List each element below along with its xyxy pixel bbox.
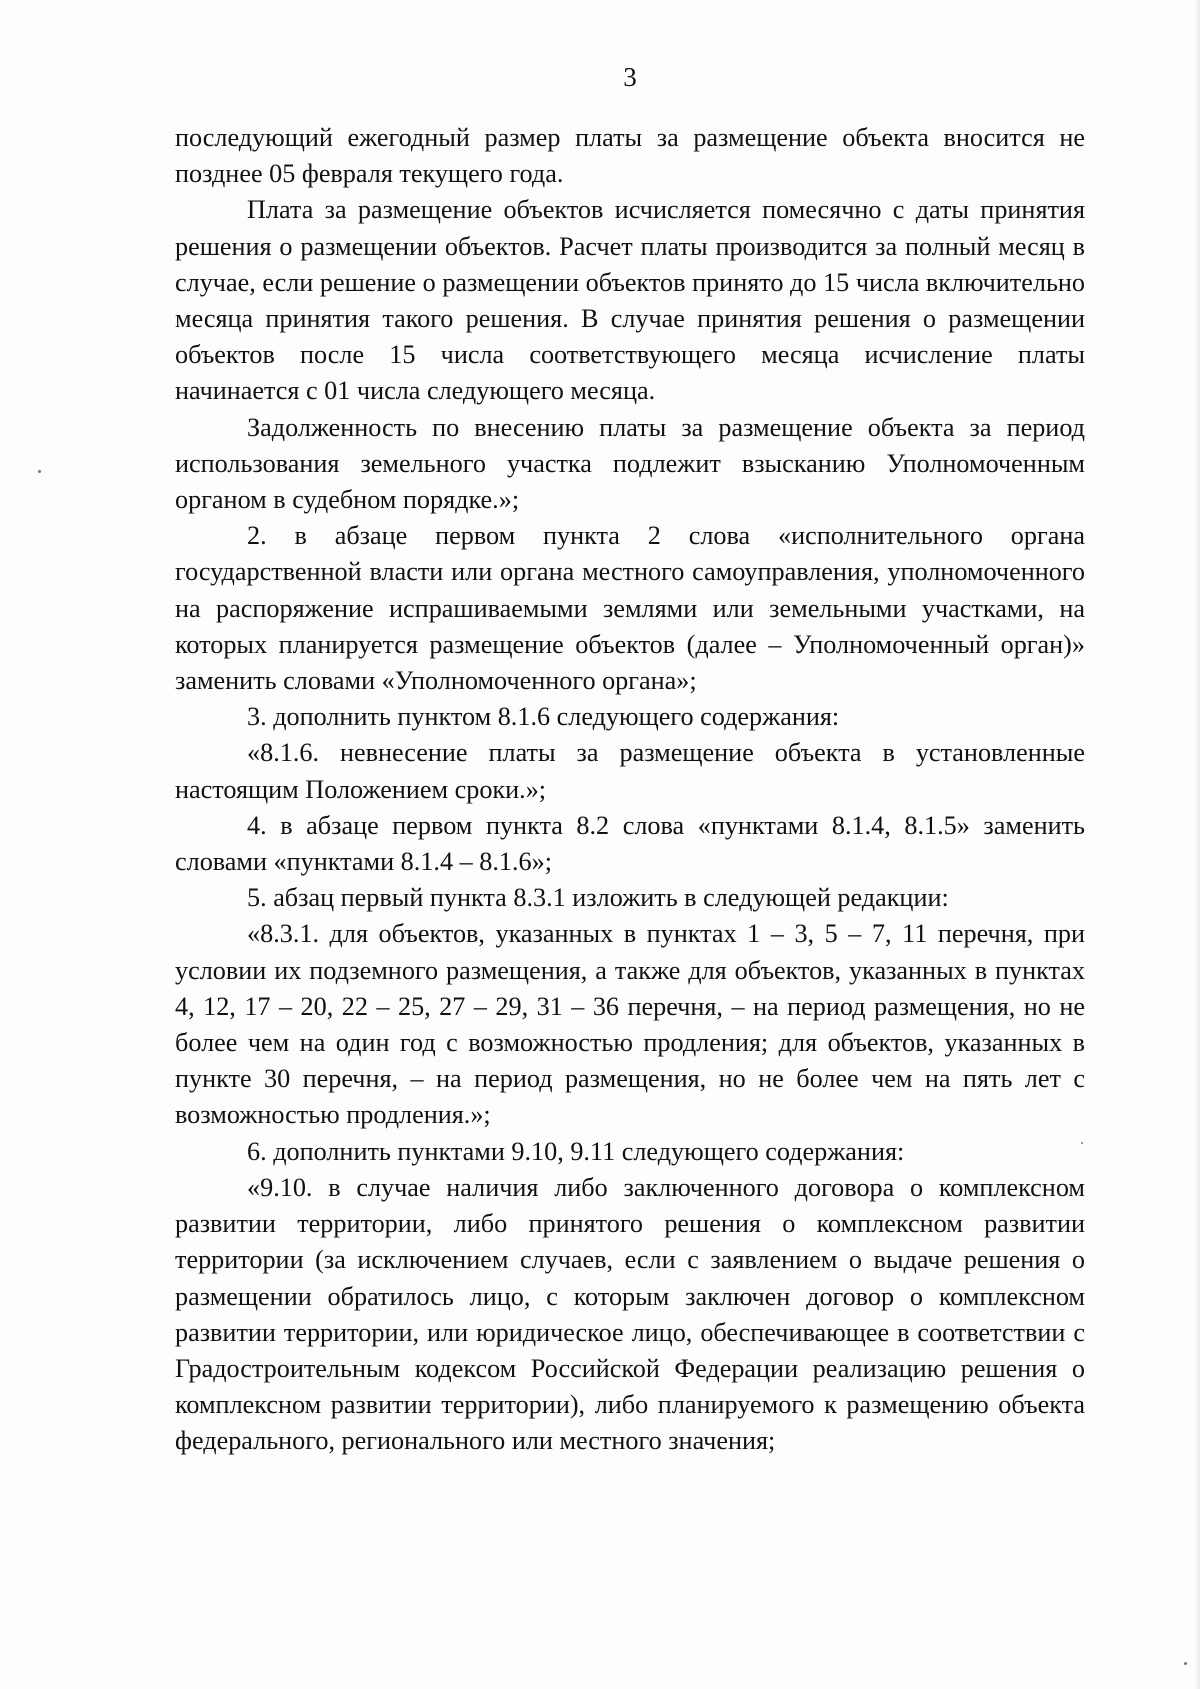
paragraph-debt-collection: Задолженность по внесению платы за размещение объекта за период использования земельного участка подлежит взысканию Уполномоченным органом в судебном порядке.»;: [175, 412, 1085, 515]
paragraph-fee-deadline: последующий ежегодный размер платы за размещение объекта вносится не позднее 05 февраля текущего года.: [175, 123, 1085, 189]
paragraph-monthly-fee: Плата за размещение объектов исчисляется помесячно с даты принятия решения о размещении объектов. Расчет платы производится за полный месяц в случае, если решение о размещении объектов принято до 15 числа включительно месяца принятия такого решения. В случае принятия решения о размещении объектов после 15 числа соответствующего месяца исчисление платы начинается с 01 числа следующего месяца.: [175, 195, 1085, 406]
paragraph-clause-8-3-1: «8.3.1. для объектов, указанных в пунктах 1 – 3, 5 – 7, 11 перечня, при условии их подземного размещения, а также для объектов, указанных в пунктах 4, 12, 17 – 20, 22 – 25, 27 – 29, 31 – 36 перечня, – на период размещения, но не более чем на один год с возможностью продления; для объектов, указанных в пункте 30 перечня, – на период размещения, но не более чем на пять лет с возможностью продления.»;: [175, 919, 1085, 1130]
paragraph-item-4: 4. в абзаце первом пункта 8.2 слова «пунктами 8.1.4, 8.1.5» заменить словами «пунктами 8.1.4 – 8.1.6»;: [175, 810, 1085, 877]
paragraph-item-6: 6. дополнить пунктами 9.10, 9.11 следующего содержания:: [247, 1136, 905, 1166]
paragraph-item-3: 3. дополнить пунктом 8.1.6 следующего содержания:: [247, 702, 840, 732]
scan-speck: [1184, 1662, 1187, 1665]
page-number: 3: [623, 62, 637, 92]
paragraph-clause-9-10: «9.10. в случае наличия либо заключенного договора о комплексном развитии территории, либо принятого решения о комплексном развитии территории (за исключением случаев, если с заявлением о выдаче решения о размещении обратилось лицо, с которым заключен договор о комплексном развитии территории, или юридическое лицо, обеспечивающее в соответствии с Градостроительным кодексом Российской Федерации реализацию решения о комплексном развитии территории), либо планируемого к размещению объекта федерального, регионального или местного значения;: [175, 1172, 1085, 1456]
scan-speck: [1081, 1142, 1083, 1144]
page-edge: [1194, 0, 1200, 1689]
scan-speck: [38, 470, 41, 473]
paragraph-item-2: 2. в абзаце первом пункта 2 слова «исполнительного органа государственной власти или органа местного самоуправления, уполномоченного на распоряжение испрашиваемыми землями или земельными участками, на которых планируется размещение объектов (далее – Уполномоченный орган)» заменить словами «Уполномоченного органа»;: [175, 521, 1085, 696]
paragraph-item-5: 5. абзац первый пункта 8.3.1 изложить в следующей редакции:: [247, 883, 949, 913]
document-body: [175, 120, 1085, 1460]
paragraph-clause-8-1-6: «8.1.6. невнесение платы за размещение объекта в установленные настоящим Положением сроки.»;: [175, 738, 1085, 804]
